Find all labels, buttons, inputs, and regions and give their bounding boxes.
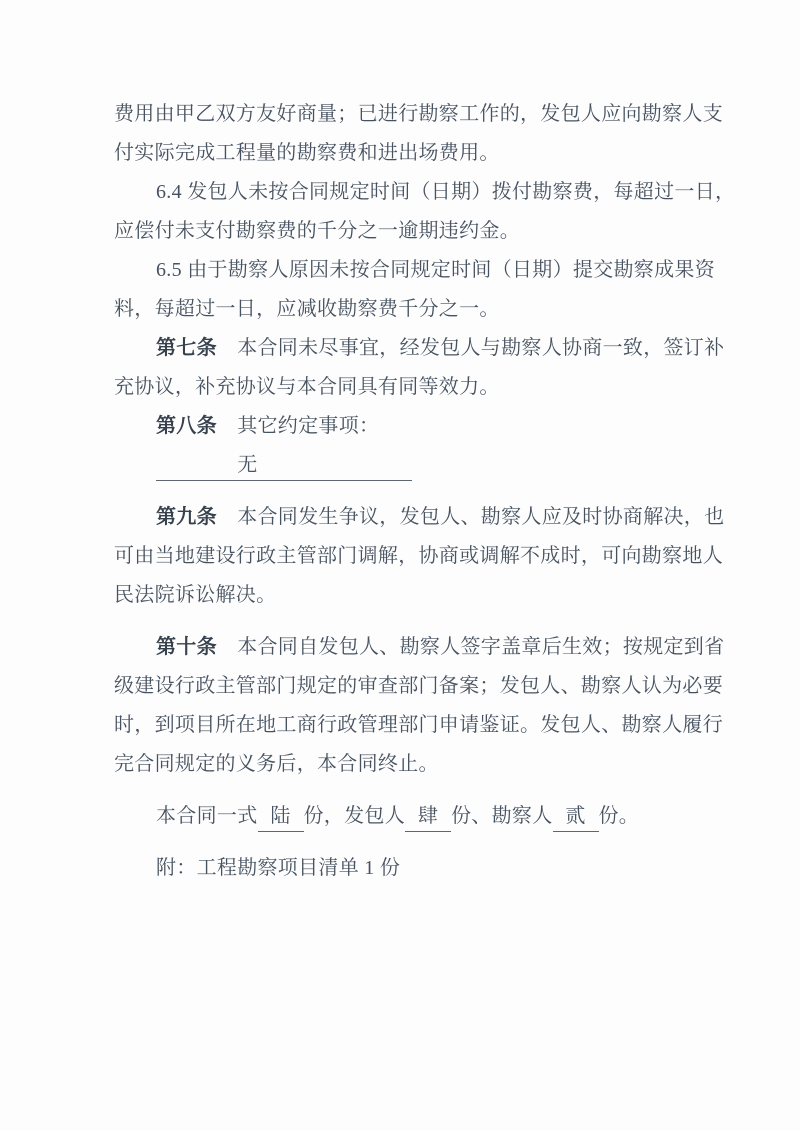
clause-7-line-2 bbox=[114, 368, 728, 407]
clause-6-4-line-1 bbox=[114, 173, 736, 212]
text-segment: 本合同发生争议，发包人、勘察人应及时协商解决，也 bbox=[216, 506, 725, 528]
text-segment: 付实际完成工程量的勘察费和进出场费用。 bbox=[114, 142, 500, 164]
text-segment: 完合同规定的义务后，本合同终止。 bbox=[114, 753, 439, 775]
clause-6-3-cont-line-1 bbox=[114, 95, 728, 134]
fill-in-blank: 陆 bbox=[258, 801, 304, 832]
clause-10-line-4 bbox=[114, 745, 728, 784]
clause-7-line-1 bbox=[114, 329, 728, 368]
text-segment: 应偿付未支付勘察费的千分之一逾期违约金。 bbox=[114, 220, 520, 242]
clause-6-3-cont-line-2 bbox=[114, 134, 728, 173]
text-segment: 份，发包人 bbox=[303, 805, 405, 827]
text-segment: 其它约定事项： bbox=[216, 415, 380, 437]
clause-6-5-line-2 bbox=[114, 290, 728, 329]
fill-in-blank: 贰 bbox=[553, 801, 599, 832]
clause-9-line-2 bbox=[114, 537, 728, 576]
text-segment: 费用由甲乙双方友好商量；已进行勘察工作的，发包人应向勘察人支 bbox=[114, 103, 723, 125]
clause-9-line-3 bbox=[114, 576, 728, 615]
text-segment: 料，每超过一日，应减收勘察费千分之一。 bbox=[114, 298, 500, 320]
text-segment: 本合同未尽事宜，经发包人与勘察人协商一致，签订补 bbox=[216, 337, 725, 359]
text-segment: 6.5 由于勘察人原因未按合同规定时间（日期）提交勘察成果资 bbox=[156, 259, 715, 281]
copies-line bbox=[114, 797, 728, 836]
attachment-line bbox=[114, 849, 728, 888]
clause-10-line-2 bbox=[114, 667, 728, 706]
clause-6-4-line-2 bbox=[114, 212, 728, 251]
text-segment: 充协议，补充协议与本合同具有同等效力。 bbox=[114, 376, 500, 398]
clause-number: 第九条 bbox=[156, 506, 217, 528]
clause-number: 第七条 bbox=[156, 337, 217, 359]
clause-9-line-1 bbox=[114, 498, 728, 537]
text-segment: 民法院诉讼解决。 bbox=[114, 584, 277, 606]
text-segment: 本合同自发包人、勘察人签字盖章后生效；按规定到省 bbox=[216, 636, 725, 658]
clause-10-line-3 bbox=[114, 706, 728, 745]
fill-in-blank: 无 bbox=[156, 450, 412, 481]
text-segment: 级建设行政主管部门规定的审查部门备案；发包人、勘察人认为必要 bbox=[114, 675, 723, 697]
text-segment: 6.4 发包人未按合同规定时间（日期）拨付勘察费，每超过一日， bbox=[156, 181, 736, 203]
fill-in-blank: 肆 bbox=[405, 801, 451, 832]
clause-10-line-1 bbox=[114, 628, 728, 667]
text-segment: 份、勘察人 bbox=[451, 805, 553, 827]
clause-number: 第十条 bbox=[156, 636, 217, 658]
clause-8-line-1 bbox=[114, 407, 728, 446]
text-segment: 时，到项目所在地工商行政管理部门申请鉴证。发包人、勘察人履行 bbox=[114, 714, 723, 736]
text-segment: 本合同一式 bbox=[156, 805, 258, 827]
text-segment: 份。 bbox=[598, 805, 640, 827]
clause-number: 第八条 bbox=[156, 415, 217, 437]
clause-8-blank-line bbox=[114, 446, 728, 485]
text-segment: 可由当地建设行政主管部门调解，协商或调解不成时，可向勘察地人 bbox=[114, 545, 723, 567]
text-segment: 附：工程勘察项目清单 1 份 bbox=[156, 857, 401, 879]
clause-6-5-line-1 bbox=[114, 251, 728, 290]
